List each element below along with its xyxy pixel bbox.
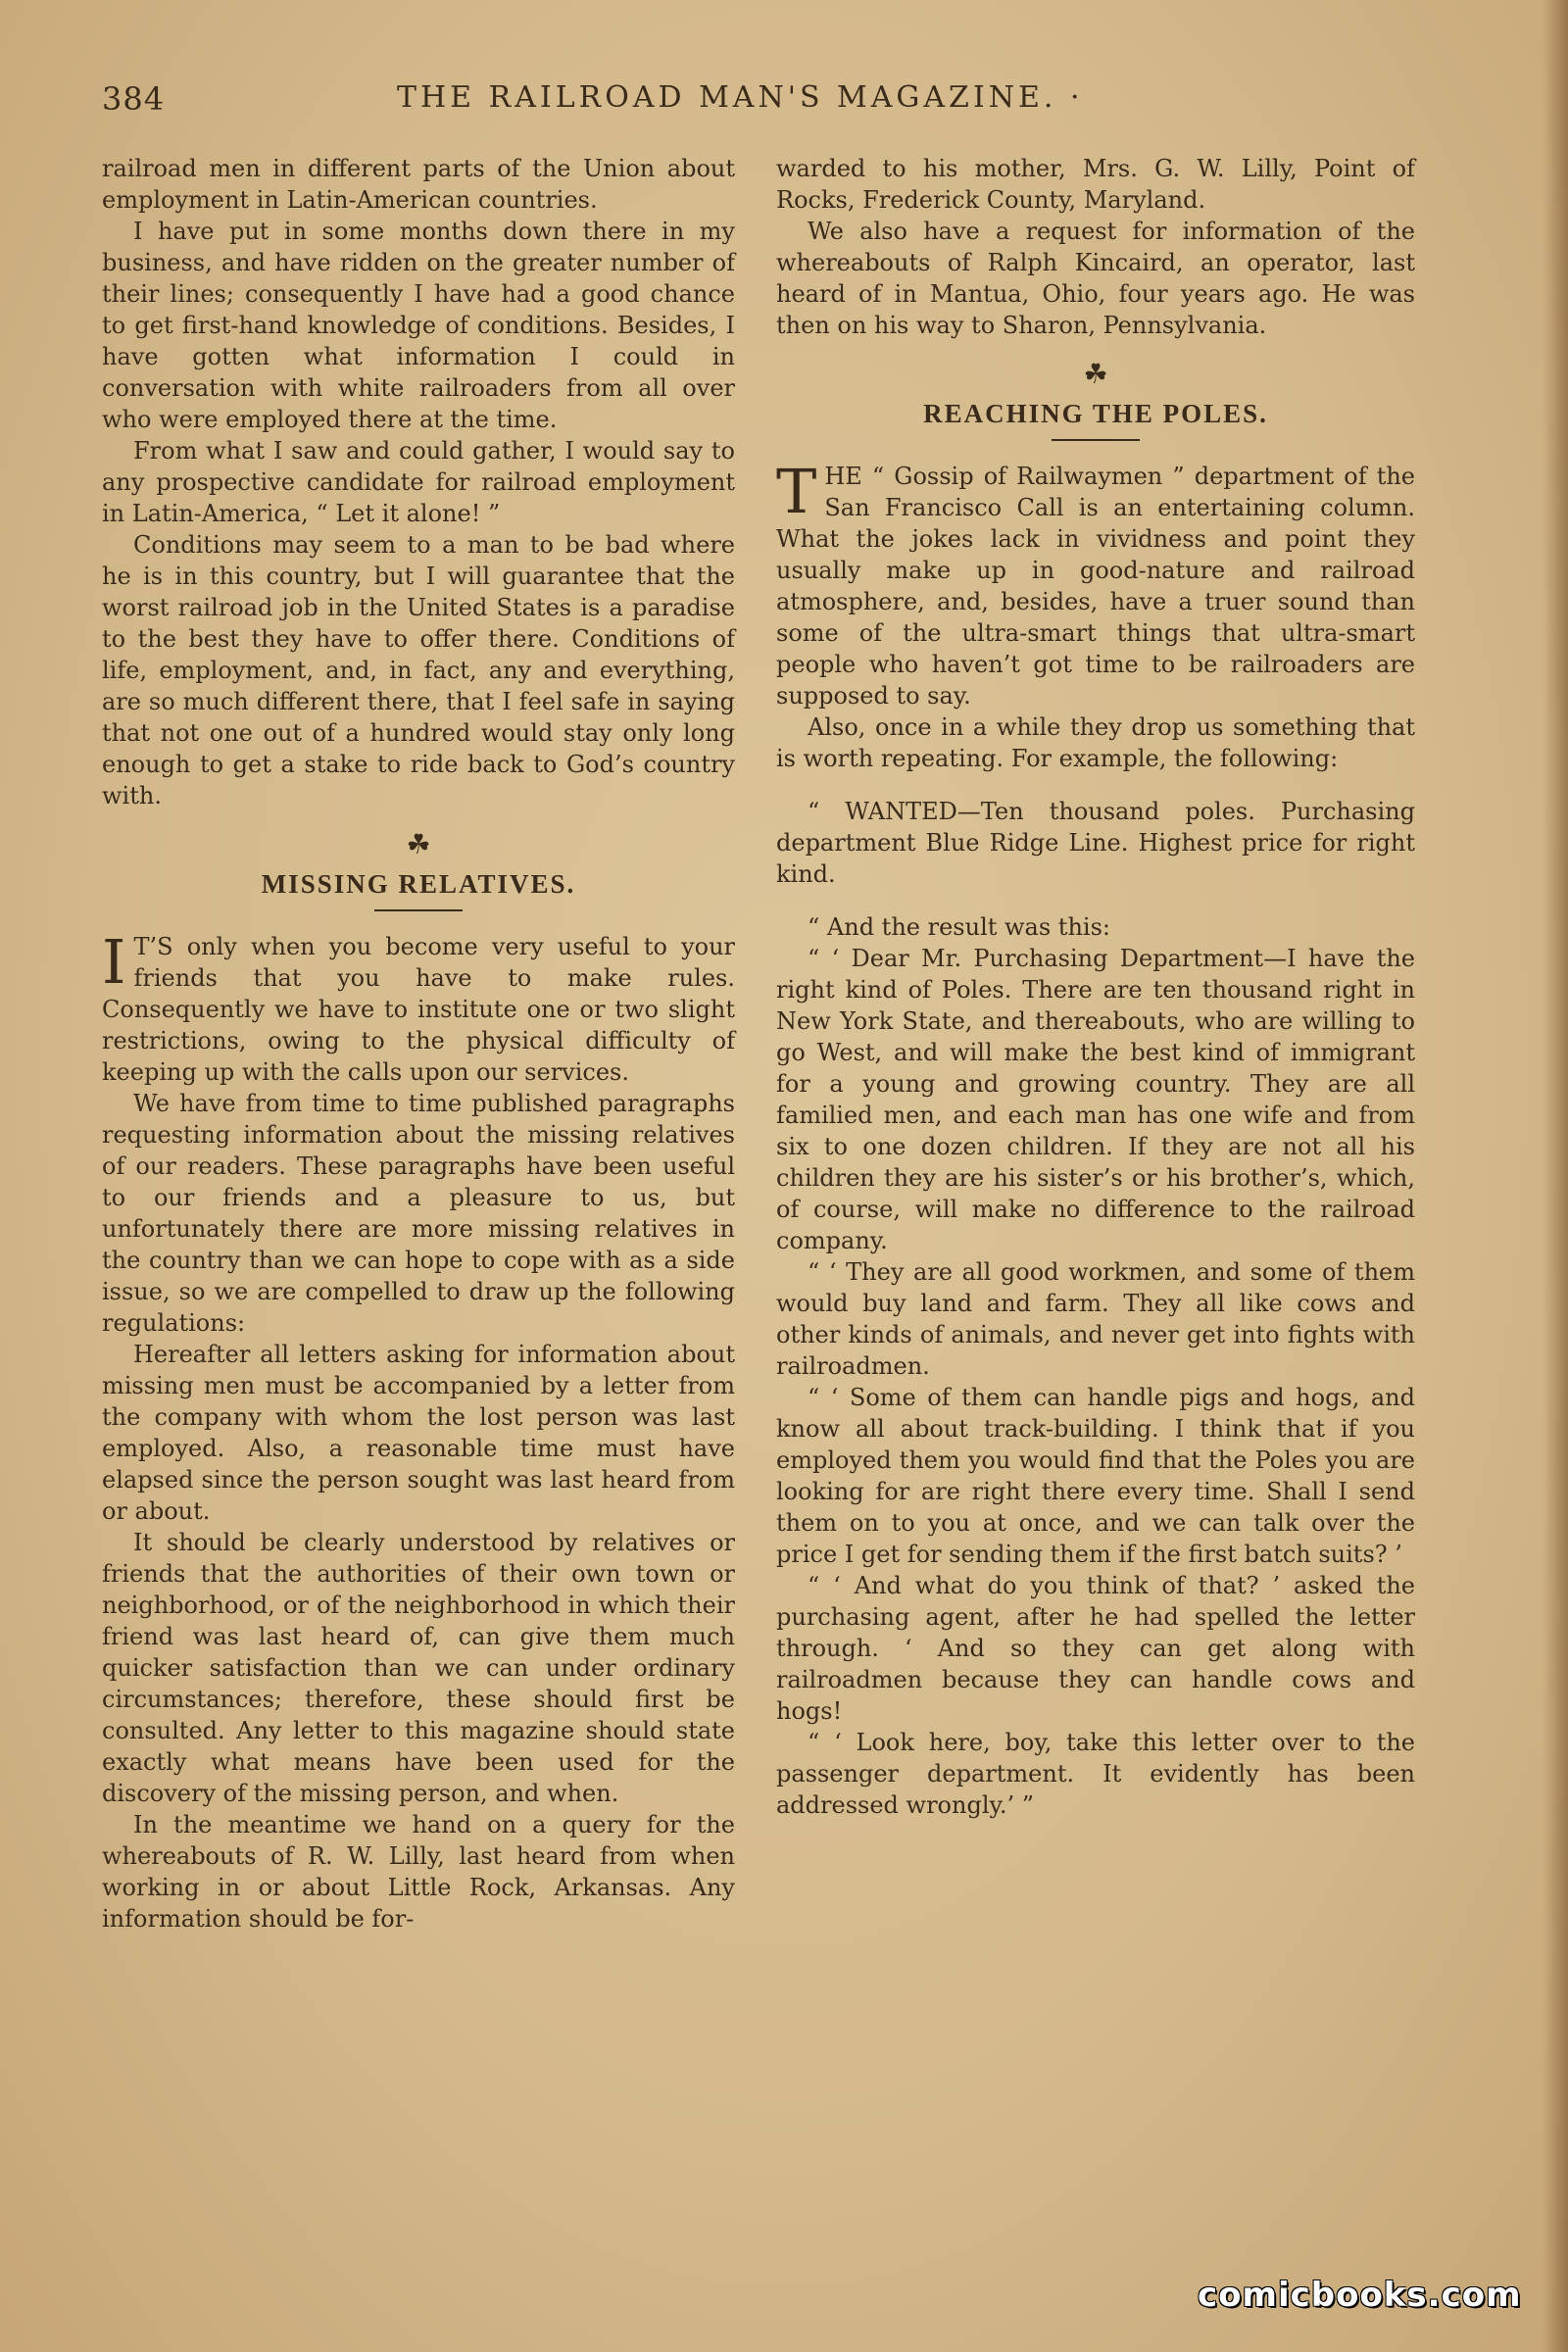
body-paragraph: I have put in some months down there in my business, and have ridden on the greater number of their lines; consequently I have had a good chance to get first-hand knowledge of conditions. Besides, I have gotten what information I could in conversation with white railroaders from all over who were employed there at the time. [102, 218, 735, 433]
lead-paragraph [776, 456, 1415, 711]
body-paragraph: It should be clearly understood by relatives or friends that the authorities of their own town or neighborhood, or of the neighborhood in which their friend was last heard of, can give them much quicker satisfaction than we can under ordinary circumstances; therefore, these should first be consulted. Any letter to this magazine should state exactly what means have been used for the discovery of the missing person, and when. [102, 1529, 735, 1807]
section-ornament: ☘ [406, 828, 431, 860]
drop-cap: T [776, 456, 817, 527]
section-ornament: ☘ [1083, 358, 1108, 390]
body-paragraph: “ ‘ Some of them can handle pigs and hogs, and know all about track-building. I think that if you employed them you would find that the Poles you are looking for are right there every time. Shall I send them on to you at once, and we can talk over the price I get for sending them if the first batch suits? ’ [776, 1384, 1415, 1568]
drop-cap: I [102, 926, 126, 998]
section-heading-missing-relatives: MISSING RELATIVES. [261, 869, 576, 899]
page-header [98, 80, 1470, 120]
heading-rule [1052, 439, 1140, 441]
right-column [776, 153, 1415, 1821]
body-paragraph: Hereafter all letters asking for information about missing men must be accompanied by a letter from the company with whom the lost person was last employed. Also, a reasonable time must have elapsed since the person sought was last heard from or about. [102, 1341, 735, 1525]
body-paragraph: “ And the result was this: [808, 913, 1110, 941]
body-paragraph: We also have a request for information of the whereabouts of Ralph Kincaird, an operator, last heard of in Mantua, Ohio, four years ago. He was then on his way to Sharon, Pennsylvania. [776, 218, 1415, 339]
running-title: THE RAILROAD MAN'S MAGAZINE. · [397, 80, 1084, 115]
body-paragraph: “ ‘ They are all good workmen, and some of them would buy land and farm. They all like cows and other kinds of animals, and never get into fights with railroadmen. [776, 1258, 1415, 1380]
section-heading-reaching-the-poles: REACHING THE POLES. [923, 399, 1268, 428]
body-paragraph: warded to his mother, Mrs. G. W. Lilly, Point of Rocks, Frederick County, Maryland. [776, 155, 1415, 214]
body-paragraph: Also, once in a while they drop us something that is worth repeating. For example, the following: [776, 713, 1415, 772]
lead-paragraph-text: T’S only when you become very useful to your friends that you have to make rules. Consequently we have to institute one or two slight restrictions, owing to the physical difficulty of keeping up with the calls upon our services. [102, 933, 735, 1086]
body-paragraph: In the meantime we hand on a query for the whereabouts of R. W. Lilly, last heard from when working in or about Little Rock, Arkansas. Any information should be for- [102, 1811, 735, 1933]
heading-rule [374, 909, 463, 911]
lead-paragraph [102, 926, 735, 1088]
site-watermark: comicbooks.com [1198, 2276, 1522, 2315]
body-paragraph: We have from time to time published paragraphs requesting information about the missing relatives of our readers. These paragraphs have been useful to our friends and a pleasure to us, but unfortunately there are more missing relatives in the country than we can hope to cope with as a side issue, so we are compelled to draw up the following regulations: [102, 1090, 735, 1337]
body-paragraph: From what I saw and could gather, I would say to any prospective candidate for railroad employment in Latin-America, “ Let it alone! ” [102, 437, 735, 527]
body-paragraph: railroad men in different parts of the Union about employment in Latin-American countries. [102, 155, 735, 214]
body-paragraph: “ ‘ And what do you think of that? ’ asked the purchasing agent, after he had spelled the letter through. ‘ And so they can get along with railroadmen because they can handle cows and hogs! [776, 1572, 1415, 1725]
quoted-advertisement [776, 796, 1415, 890]
body-paragraph: “ ‘ Look here, boy, take this letter over to the passenger department. It evidently has been addressed wrongly.’ ” [776, 1729, 1415, 1819]
page-spine-shadow [1543, 0, 1568, 2352]
quote-text: “ WANTED—Ten thousand poles. Purchasing department Blue Ridge Line. Highest price for right kind. [776, 798, 1415, 888]
lead-paragraph-text: HE “ Gossip of Railwaymen ” department of the San Francisco Call is an entertaining column. What the jokes lack in vividness and point they usually make up in good-nature and railroad atmosphere, and, besides, have a truer sound than some of the ultra-smart things that ultra-smart people who haven’t got time to be railroaders are supposed to say. [776, 463, 1415, 710]
left-column [102, 153, 735, 1935]
body-paragraph: Conditions may seem to a man to be bad where he is in this country, but I will guarantee that the worst railroad job in the United States is a paradise to the best they have to offer there. Conditions of life, employment, and, in fact, any and everything, are so much different there, that I feel safe in saying that not one out of a hundred would stay only long enough to get a stake to ride back to God’s country with. [102, 531, 735, 809]
body-paragraph: “ ‘ Dear Mr. Purchasing Department—I have the right kind of Poles. There are ten thousand right in New York State, and thereabouts, who are willing to go West, and will make the best kind of immigrant for a young and growing country. They are all familied men, and each man has one wife and from six to one dozen children. If they are not all his children they are his sister’s or his brother’s, which, of course, will make no difference to the railroad company. [776, 945, 1415, 1254]
page-number: 384 [102, 80, 166, 118]
